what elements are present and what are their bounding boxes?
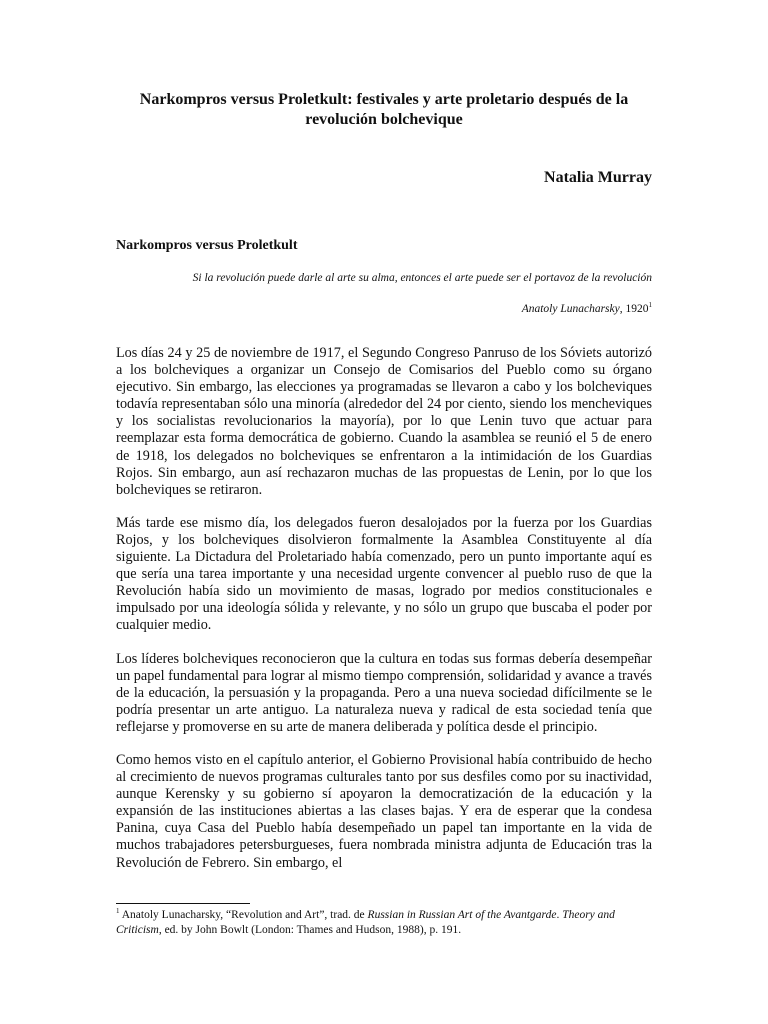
author-name: Natalia Murray bbox=[544, 169, 652, 186]
footnote-text: . bbox=[556, 909, 563, 921]
epigraph-author: Anatoly Lunacharsky bbox=[521, 303, 620, 315]
section-heading: Narkompros versus Proletkult bbox=[116, 238, 298, 253]
epigraph-quote: Si la revolución puede darle al arte su alma, entonces el arte puede ser el portavoz de la revolución bbox=[192, 272, 652, 284]
epigraph-attribution bbox=[116, 301, 652, 317]
body-text bbox=[116, 345, 652, 872]
document-title: Narkompros versus Proletkult: festivales y arte proletario después de la revolución bolchevique bbox=[139, 91, 629, 128]
footnote-subtitle: Theory and Criticism bbox=[116, 909, 615, 936]
epigraph-year: 1920 bbox=[625, 303, 649, 315]
footnote-divider bbox=[116, 903, 250, 904]
footnote-text: , ed. by John Bowlt (London: Thames and Hudson, 1988), p. 191. bbox=[158, 923, 462, 936]
footnote-book-title: Russian in Russian Art of the Avantgarde bbox=[367, 909, 557, 921]
paragraph: Más tarde ese mismo día, los delegados fueron desalojados por la fuerza por los Guardias Rojos, y los bolcheviques disolvieron formalmente la Asamblea Constituyente al día siguiente. La Dictadura del Proletariado había comenzado, pero un punto importante aquí es que sería una tarea importante y una necesidad urgente convencer al pueblo ruso de que la Revolución había sido un movimiento de masas, logrado por medios constitucionales e impulsado por una ideología sólida y relevante, y no sólo un grupo que buscaba el poder por cualquier medio. bbox=[116, 514, 652, 634]
paragraph: Los días 24 y 25 de noviembre de 1917, el Segundo Congreso Panruso de los Sóviets autorizó a los bolcheviques a organizar un Consejo de Comisarios del Pueblo como su órgano ejecutivo. Sin embargo, las elecciones ya programadas se llevaron a cabo y los bolcheviques todavía representaban sólo una minoría (alrededor del 24 por ciento, siendo los mencheviques y los socialistas revolucionarios la mayoría), por lo que Lenin tuvo que actuar para reemplazar esta forma democrática de gobierno. Cuando la asamblea se reunió el 5 de enero de 1918, los delegados no bolcheviques se enfrentaron a la intimidación de los Guardias Rojos. Sin embargo, aun así rechazaron muchas de las propuestas de Lenin, por lo que los bolcheviques se retiraron. bbox=[116, 345, 652, 498]
footnote-text: Anatoly Lunacharsky, “Revolution and Art”, trad. de bbox=[119, 909, 368, 921]
epigraph-separator: , bbox=[619, 303, 626, 315]
footnote bbox=[116, 908, 652, 937]
paragraph: Como hemos visto en el capítulo anterior, el Gobierno Provisional había contribuido de hecho al crecimiento de nuevos programas culturales tanto por sus desfiles como por su inactividad, aunque Kerensky y su gobierno sí apoyaron la democratización de la educación y la expansión de las instituciones abiertas a las clases bajas. Y era de esperar que la condesa Panina, cuya Casa del Pueblo había desempeñado un papel tan importante en la vida de muchos trabajadores petersburgueses, fuera nombrada ministra adjunta de Educación tras la Revolución de Febrero. Sin embargo, el bbox=[116, 751, 652, 871]
footnote-marker: 1 bbox=[116, 907, 120, 916]
footnote-reference[interactable]: 1 bbox=[648, 301, 652, 310]
paragraph: Los líderes bolcheviques reconocieron que la cultura en todas sus formas debería desempeñar un papel fundamental para lograr al mismo tiempo comprensión, solidaridad y avance a través de la educación, la persuasión y la propaganda. Pero a una nueva sociedad difícilmente se le podría presentar un arte antiguo. La naturaleza nueva y radical de esta sociedad tenía que reflejarse y promoverse en su arte de manera deliberada y política desde el principio. bbox=[116, 650, 652, 735]
